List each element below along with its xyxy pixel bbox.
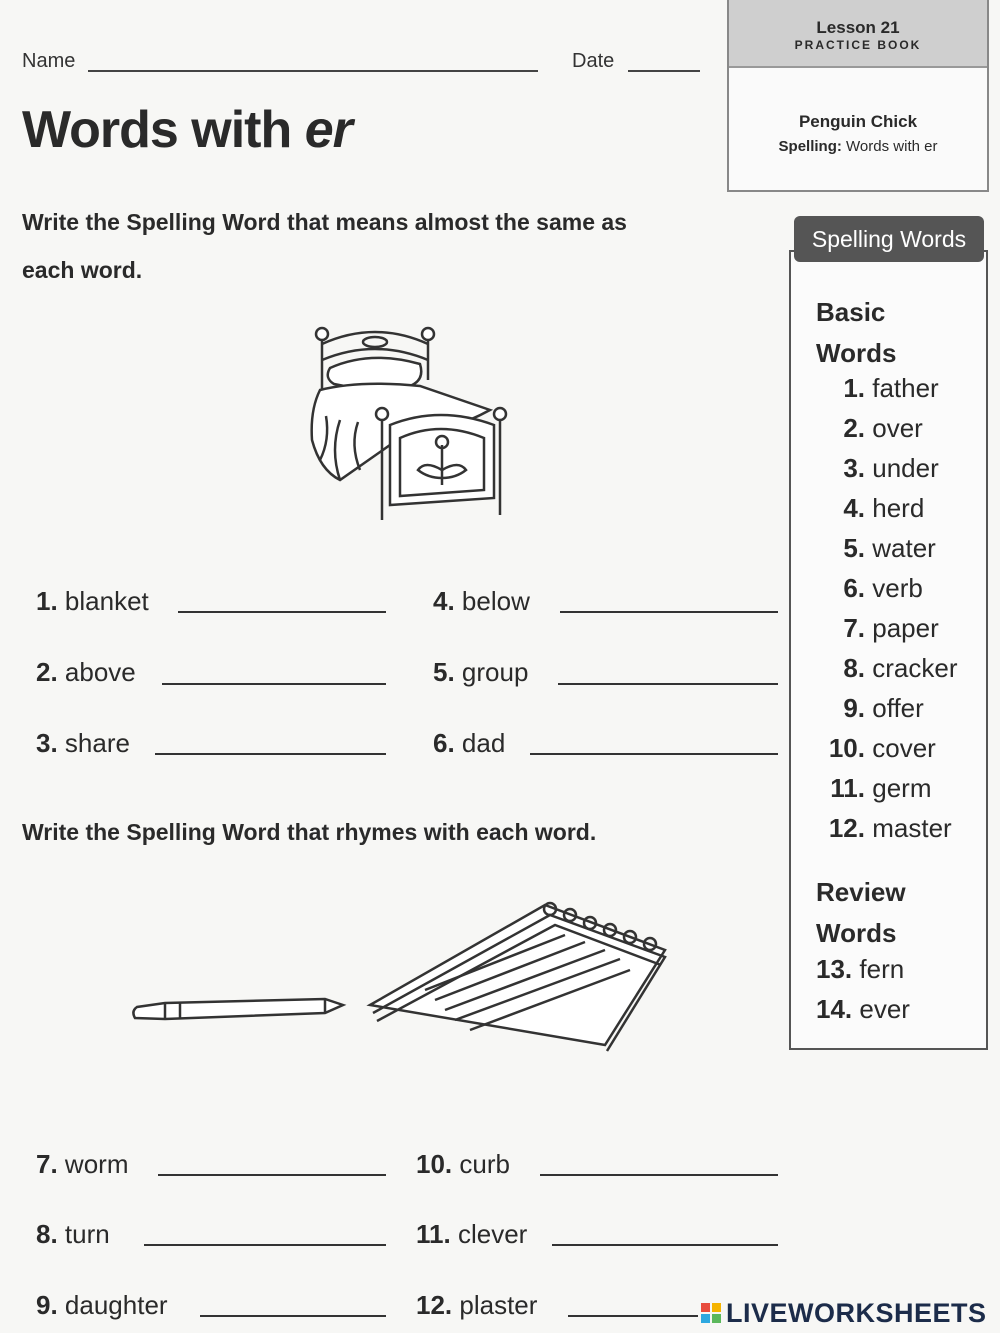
section1-instruction-line1: Write the Spelling Word that means almost the same as [22, 209, 627, 235]
name-field[interactable] [88, 70, 538, 72]
liveworksheets-logo-icon [700, 1302, 724, 1324]
lesson-details [729, 112, 987, 155]
question-number: 12. [416, 1290, 453, 1320]
spelling-word [821, 613, 981, 644]
spelling-word [816, 954, 904, 985]
word-text: fern [859, 954, 905, 984]
question-10 [416, 1149, 510, 1180]
spelling-word [821, 573, 981, 604]
lesson-band [729, 0, 987, 68]
question-word: plaster [459, 1290, 538, 1320]
spelling-word [816, 994, 910, 1025]
word-text: paper [872, 613, 939, 643]
word-text: water [872, 533, 936, 563]
skill-label: Spelling: [778, 138, 842, 155]
word-text: ever [859, 994, 910, 1024]
bed-illustration [300, 320, 525, 525]
question-word: worm [64, 1149, 129, 1179]
question-4 [433, 586, 530, 617]
review-heading-line2: Words [816, 918, 897, 948]
word-number: 14. [816, 994, 853, 1024]
answer-line-2[interactable] [162, 683, 386, 685]
word-text: master [872, 813, 952, 843]
question-12 [416, 1290, 537, 1321]
question-word: share [64, 728, 130, 758]
answer-line-5[interactable] [558, 683, 778, 685]
word-text: over [872, 413, 923, 443]
question-3 [36, 728, 130, 759]
word-number: 11. [830, 773, 865, 803]
question-number: 11. [416, 1219, 451, 1249]
word-text: herd [872, 493, 925, 523]
word-text: germ [872, 773, 932, 803]
answer-line-10[interactable] [540, 1174, 778, 1176]
spelling-word [821, 813, 981, 844]
answer-line-12[interactable] [568, 1315, 698, 1317]
answer-line-1[interactable] [178, 611, 386, 613]
question-word: below [461, 586, 530, 616]
word-number: 2. [843, 413, 865, 443]
basic-heading-line2: Words [816, 338, 897, 368]
word-text: cover [872, 733, 936, 763]
lesson-title: Lesson 21 [816, 18, 900, 37]
question-7 [36, 1149, 128, 1180]
name-label: Name [22, 50, 76, 72]
question-9 [36, 1290, 168, 1321]
word-number: 13. [816, 954, 853, 984]
spelling-words-tab: Spelling Words [794, 216, 984, 262]
question-number: 5. [433, 657, 455, 687]
spelling-word [821, 453, 981, 484]
question-11 [416, 1219, 527, 1250]
answer-line-3[interactable] [155, 753, 386, 755]
spelling-word [821, 373, 981, 404]
word-text: father [872, 373, 939, 403]
question-word: blanket [64, 586, 149, 616]
answer-line-7[interactable] [158, 1174, 386, 1176]
word-number: 1. [843, 373, 865, 403]
skill-line [729, 138, 987, 155]
page-title-main: Words with [22, 101, 305, 159]
skill-name: Words with er [846, 138, 938, 155]
spelling-word [821, 533, 981, 564]
spelling-word [821, 733, 981, 764]
bleed-through-text [540, 110, 551, 155]
question-number: 10. [416, 1149, 453, 1179]
section1-instruction-line2: each word. [22, 257, 143, 283]
answer-line-9[interactable] [200, 1315, 386, 1317]
question-word: dad [461, 728, 506, 758]
word-number: 12. [828, 813, 865, 843]
answer-line-4[interactable] [560, 611, 778, 613]
logo-text: LIVEWORKSHEETS [726, 1297, 987, 1328]
word-number: 6. [843, 573, 865, 603]
question-number: 7. [36, 1149, 58, 1179]
question-word: above [64, 657, 136, 687]
question-6 [433, 728, 505, 759]
section1-instruction [22, 198, 742, 294]
question-word: daughter [64, 1290, 168, 1320]
answer-line-8[interactable] [144, 1244, 386, 1246]
word-number: 9. [843, 693, 865, 723]
question-number: 6. [433, 728, 455, 758]
question-number: 2. [36, 657, 58, 687]
date-field[interactable] [628, 70, 700, 72]
question-word: group [461, 657, 529, 687]
spelling-word [821, 413, 981, 444]
question-number: 1. [36, 586, 58, 616]
question-word: turn [64, 1219, 110, 1249]
question-2 [36, 657, 136, 688]
story-title: Penguin Chick [798, 112, 918, 131]
question-5 [433, 657, 528, 688]
word-number: 8. [843, 653, 865, 683]
word-text: verb [872, 573, 923, 603]
date-label: Date [572, 50, 615, 72]
basic-heading-line1: Basic [816, 297, 886, 327]
word-text: cracker [872, 653, 958, 683]
word-text: under [872, 453, 939, 483]
question-word: clever [457, 1219, 528, 1249]
basic-words-heading [816, 292, 896, 374]
lesson-subtitle: PRACTICE BOOK [794, 38, 922, 52]
lesson-info-box [727, 0, 989, 192]
question-1 [36, 586, 149, 617]
liveworksheets-logo[interactable] [700, 1296, 987, 1330]
word-number: 7. [843, 613, 865, 643]
word-number: 5. [843, 533, 865, 563]
question-word: curb [459, 1149, 510, 1179]
review-heading-line1: Review [816, 877, 906, 907]
page-title [22, 100, 352, 160]
spelling-word [821, 493, 981, 524]
spelling-word [821, 773, 981, 804]
word-text: offer [872, 693, 924, 723]
question-number: 9. [36, 1290, 58, 1320]
answer-line-11[interactable] [552, 1244, 778, 1246]
section2-instruction: Write the Spelling Word that rhymes with each word. [22, 819, 597, 845]
spelling-word [821, 693, 981, 724]
question-8 [36, 1219, 110, 1250]
question-number: 8. [36, 1219, 58, 1249]
question-number: 4. [433, 586, 455, 616]
word-number: 3. [843, 453, 865, 483]
review-words-heading [816, 872, 906, 954]
word-number: 4. [843, 493, 865, 523]
word-number: 10. [828, 733, 865, 763]
notepad-illustration [125, 895, 685, 1055]
spelling-word [821, 653, 981, 684]
page-title-emphasis: er [304, 101, 352, 159]
answer-line-6[interactable] [530, 753, 778, 755]
question-number: 3. [36, 728, 58, 758]
